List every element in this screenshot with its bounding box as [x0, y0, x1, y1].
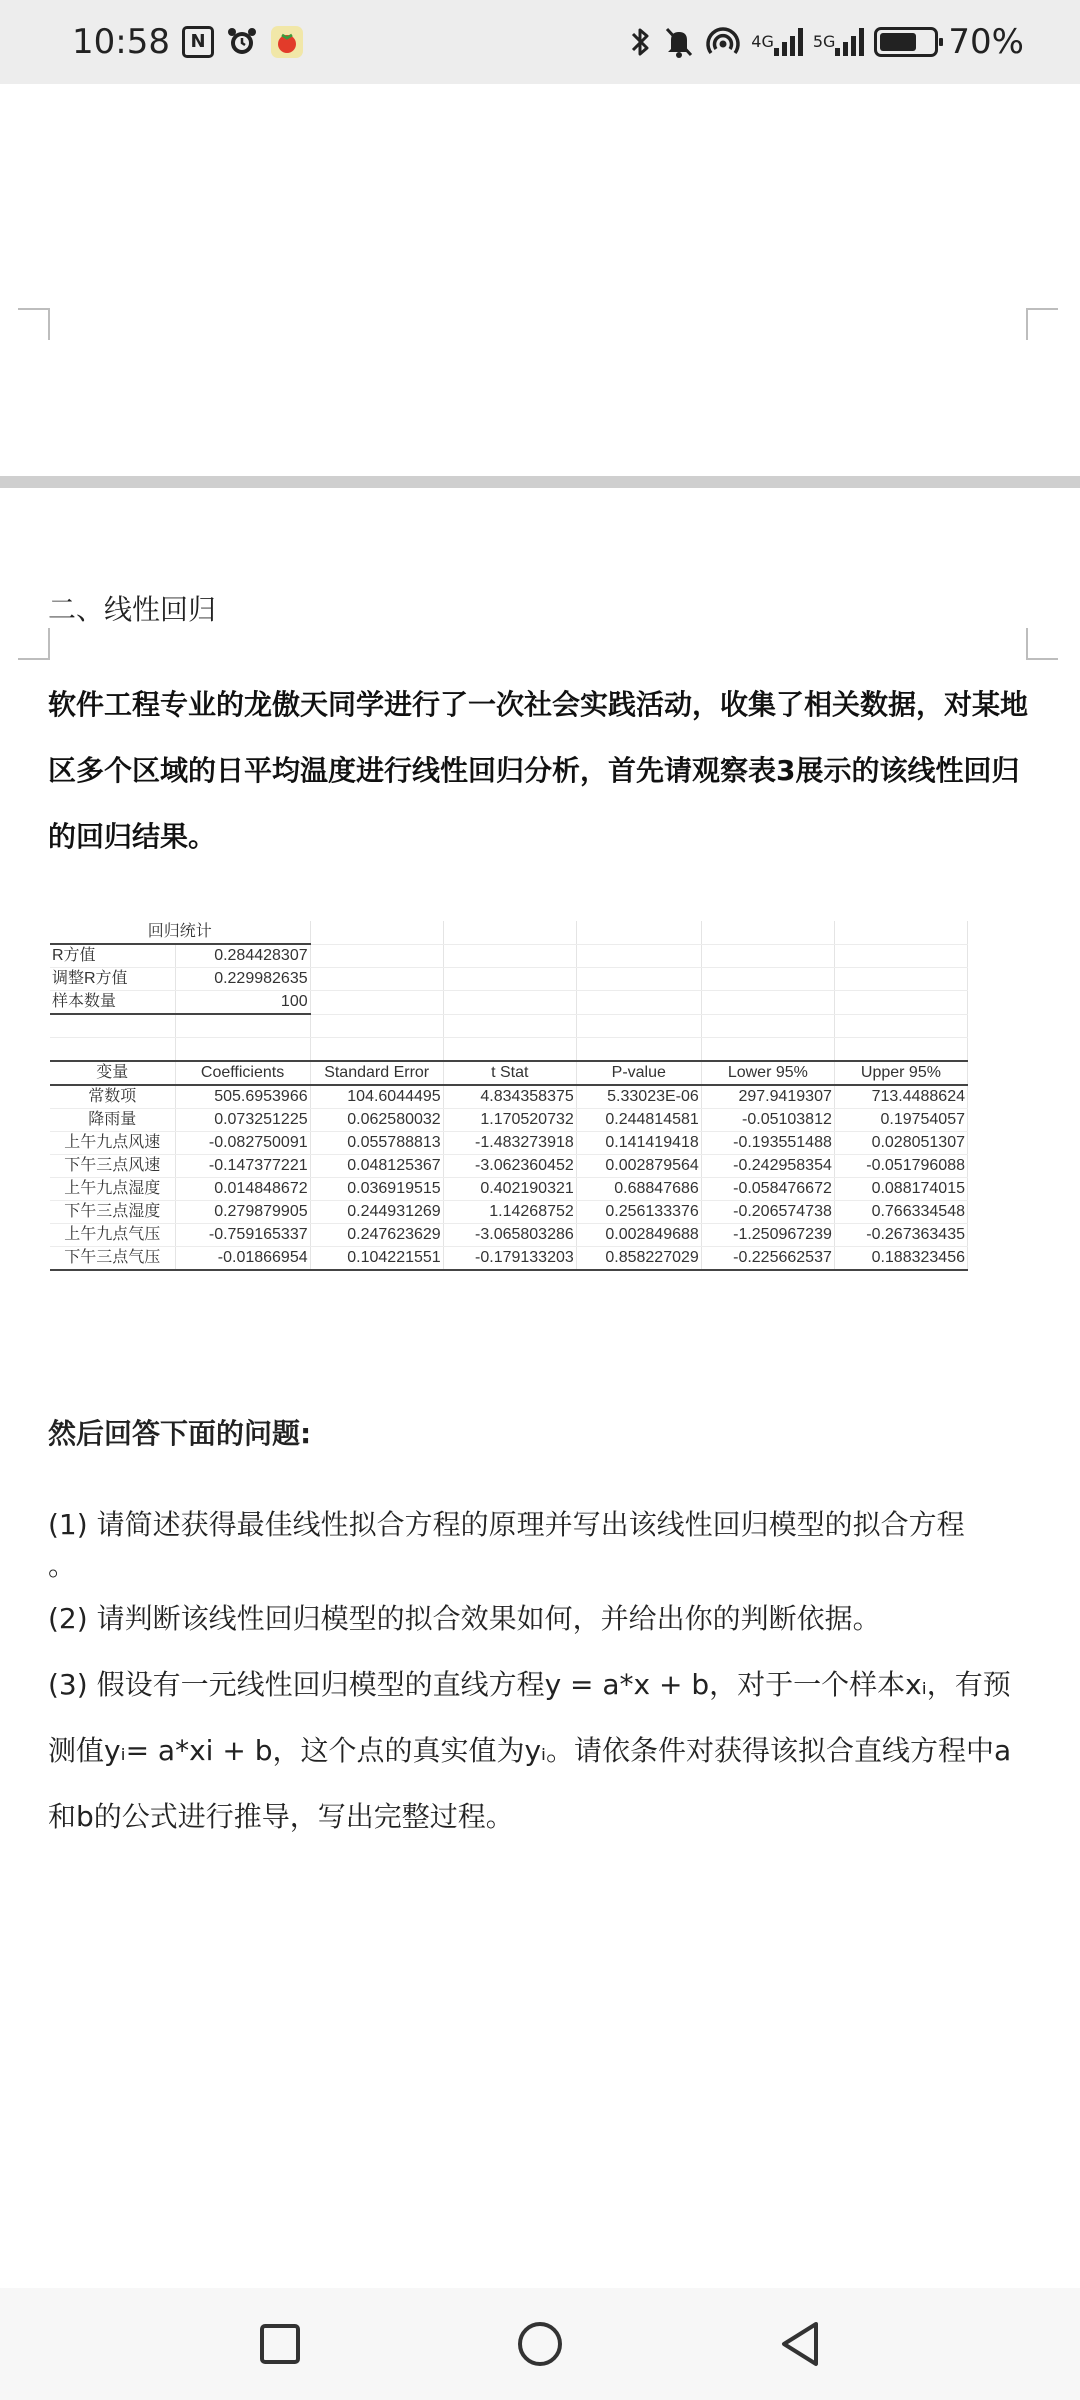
table-cell: 0.036919515: [310, 1178, 443, 1201]
table-cell: -0.051796088: [834, 1155, 967, 1178]
page-corner-mark: [1026, 308, 1058, 340]
table-cell: -0.193551488: [701, 1132, 834, 1155]
table-cell: 0.256133376: [576, 1201, 701, 1224]
table-cell: 1.14268752: [443, 1201, 576, 1224]
signal-5g-icon: [813, 28, 865, 56]
stats-value: 0.229982635: [175, 968, 310, 991]
table-cell: 0.002849688: [576, 1224, 701, 1247]
network-label-1: 4G: [751, 32, 774, 51]
table-cell: -3.062360452: [443, 1155, 576, 1178]
table-row: [50, 1085, 968, 1109]
table-cell: -0.179133203: [443, 1247, 576, 1271]
alarm-icon: [226, 26, 258, 58]
table-cell: 0.055788813: [310, 1132, 443, 1155]
variable-name: 上午九点湿度: [50, 1178, 175, 1201]
table-row: [50, 1132, 968, 1155]
regression-table: [50, 921, 968, 1271]
table-row: [50, 1247, 968, 1271]
questions-block: [48, 1412, 1038, 1850]
stats-value: 0.284428307: [175, 944, 310, 968]
variable-name: 下午三点湿度: [50, 1201, 175, 1224]
table-cell: 0.68847686: [576, 1178, 701, 1201]
question-1: (1) 请简述获得最佳线性拟合方程的原理并写出该线性回归模型的拟合方程: [48, 1508, 965, 1541]
table-cell: 713.4488624: [834, 1085, 967, 1109]
table-cell: 0.002879564: [576, 1155, 701, 1178]
table-cell: -3.065803286: [443, 1224, 576, 1247]
table-cell: 0.062580032: [310, 1109, 443, 1132]
table-cell: 0.048125367: [310, 1155, 443, 1178]
table-cell: 0.402190321: [443, 1178, 576, 1201]
table-cell: -0.267363435: [834, 1224, 967, 1247]
tomato-app-icon: [270, 25, 304, 59]
table-row: [50, 1224, 968, 1247]
page-corner-mark: [1026, 628, 1058, 660]
table-cell: -0.759165337: [175, 1224, 310, 1247]
back-triangle-icon[interactable]: [770, 2314, 830, 2374]
table-cell: -1.483273918: [443, 1132, 576, 1155]
table-cell: 0.141419418: [576, 1132, 701, 1155]
table-cell: 0.073251225: [175, 1109, 310, 1132]
table-cell: 0.244931269: [310, 1201, 443, 1224]
bluetooth-icon: [629, 25, 653, 59]
table-cell: 1.170520732: [443, 1109, 576, 1132]
home-circle-icon[interactable]: [510, 2314, 570, 2374]
table-cell: -0.058476672: [701, 1178, 834, 1201]
column-header: Standard Error: [310, 1061, 443, 1085]
table-row: [50, 1201, 968, 1224]
stats-row: [50, 944, 968, 968]
column-header: t Stat: [443, 1061, 576, 1085]
mute-icon: [663, 25, 695, 59]
stats-title-row: [50, 921, 968, 944]
status-left: [72, 22, 304, 62]
stats-row: [50, 968, 968, 991]
nfc-icon: N: [182, 26, 214, 58]
hotspot-icon: [705, 25, 741, 59]
stats-value: 100: [175, 991, 310, 1015]
variable-name: 常数项: [50, 1085, 175, 1109]
column-header: Coefficients: [175, 1061, 310, 1085]
table-cell: 0.858227029: [576, 1247, 701, 1271]
stats-label: 调整R方值: [50, 968, 175, 991]
column-header: Lower 95%: [701, 1061, 834, 1085]
variable-name: 上午九点风速: [50, 1132, 175, 1155]
column-header: 变量: [50, 1061, 175, 1085]
table-cell: 0.028051307: [834, 1132, 967, 1155]
intro-paragraph: 软件工程专业的龙傲天同学进行了一次社会实践活动，收集了相关数据，对某地区多个区域的日平均温度进行线性回归分析，首先请观察表3展示的该线性回归的回归结果。: [48, 688, 1029, 853]
navigation-bar: [0, 2288, 1080, 2400]
table-cell: 0.19754057: [834, 1109, 967, 1132]
table-cell: -0.206574738: [701, 1201, 834, 1224]
variable-name: 降雨量: [50, 1109, 175, 1132]
variable-name: 下午三点气压: [50, 1247, 175, 1271]
variable-name: 上午九点气压: [50, 1224, 175, 1247]
table-cell: -0.01866954: [175, 1247, 310, 1271]
table-cell: 4.834358375: [443, 1085, 576, 1109]
page-corner-mark: [18, 308, 50, 340]
table-cell: 297.9419307: [701, 1085, 834, 1109]
stats-label: 样本数量: [50, 991, 175, 1015]
table-cell: 505.6953966: [175, 1085, 310, 1109]
stats-title: 回归统计: [50, 921, 310, 944]
signal-4g-icon: [751, 28, 803, 56]
table-cell: -1.250967239: [701, 1224, 834, 1247]
table-cell: -0.242958354: [701, 1155, 834, 1178]
table-row: [50, 1155, 968, 1178]
table-cell: 0.279879905: [175, 1201, 310, 1224]
table-row: [50, 1178, 968, 1201]
table-cell: 104.6044495: [310, 1085, 443, 1109]
clock: 10:58: [72, 22, 170, 62]
table-cell: 0.014848672: [175, 1178, 310, 1201]
stats-row: [50, 991, 968, 1015]
table-cell: -0.082750091: [175, 1132, 310, 1155]
question-2: (2) 请判断该线性回归模型的拟合效果如何，并给出你的判断依据。: [48, 1602, 881, 1635]
status-right: [629, 22, 1024, 62]
column-header: Upper 95%: [834, 1061, 967, 1085]
table-cell: 0.247623629: [310, 1224, 443, 1247]
battery-percent: 70%: [948, 22, 1024, 62]
table-cell: 0.766334548: [834, 1201, 967, 1224]
status-bar: [0, 0, 1080, 84]
stats-label: R方值: [50, 944, 175, 968]
table-cell: 0.104221551: [310, 1247, 443, 1271]
table-cell: -0.147377221: [175, 1155, 310, 1178]
section-title: 二、线性回归: [48, 593, 217, 626]
page-separator: [0, 476, 1080, 488]
table-cell: -0.225662537: [701, 1247, 834, 1271]
page-corner-mark: [18, 628, 50, 660]
variable-name: 下午三点风速: [50, 1155, 175, 1178]
question-1-tail: 。: [48, 1549, 77, 1582]
table-cell: 0.244814581: [576, 1109, 701, 1132]
recents-square-icon[interactable]: [250, 2314, 310, 2374]
table-cell: 5.33023E-06: [576, 1085, 701, 1109]
question-3: (3) 假设有一元线性回归模型的直线方程y = a*x + b，对于一个样本xᵢ，有预测值yᵢ= a*xi + b，这个点的真实值为yᵢ。请依条件对获得该拟合直线方程中a和b的公式进行推导，写出完整过程。: [48, 1668, 1012, 1833]
column-header: P-value: [576, 1061, 701, 1085]
table-cell: 0.188323456: [834, 1247, 967, 1271]
battery-icon: [874, 27, 938, 57]
table-cell: -0.05103812: [701, 1109, 834, 1132]
questions-heading: 然后回答下面的问题:: [48, 1417, 312, 1450]
table-header-row: [50, 1061, 968, 1085]
network-label-2: 5G: [812, 32, 836, 51]
table-row: [50, 1109, 968, 1132]
table-cell: 0.088174015: [834, 1178, 967, 1201]
